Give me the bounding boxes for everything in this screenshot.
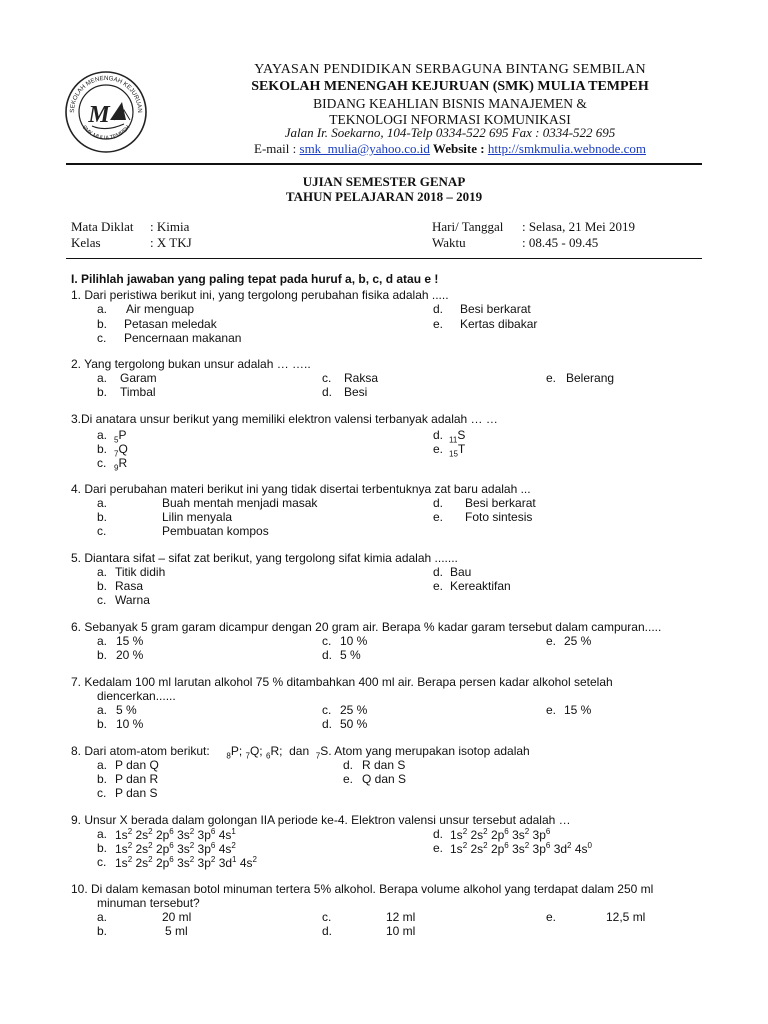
option-letter: a. xyxy=(97,496,108,510)
q7-option-d: 50 % xyxy=(340,717,368,731)
contact-line xyxy=(150,141,750,157)
subject-value: : Kimia xyxy=(150,219,190,234)
foundation-name: YAYASAN PENDIDIKAN SERBAGUNA BINTANG SEMBILAN xyxy=(254,62,646,77)
option-letter: e. xyxy=(433,579,444,593)
option-letter: a. xyxy=(97,758,108,772)
q1-option-b: Petasan meledak xyxy=(124,317,217,331)
option-letter: c. xyxy=(97,456,107,470)
logo-bottom-text: SMK MULIA TEMPEH xyxy=(80,124,132,142)
school-address: Jalan Ir. Soekarno, 104-Telp 0334-522 695 Fax : 0334-522 695 xyxy=(284,125,616,140)
q9-option-b: $1s^2$ $2s^2$ $2p^6$ $3s^2$ $3p^6$ $4s^2$ xyxy=(115,841,236,856)
option-letter: c. xyxy=(322,703,332,717)
q6-option-b: 20 % xyxy=(116,648,144,662)
question-10: 10. Di dalam kemasan botol minuman tertera 5% alkohol. Berapa volume alkohol yang terdapat dalam 250 ml xyxy=(71,882,654,896)
q10-option-a: 20 ml xyxy=(162,910,192,924)
question-8-end: Atom yang merupakan isotop adalah xyxy=(334,744,530,758)
q5-option-b: Rasa xyxy=(115,579,144,593)
option-letter: d. xyxy=(433,496,444,510)
q6-option-a: 15 % xyxy=(116,634,144,648)
question-5: 5. Diantara sifat – sifat zat berikut, yang tergolong sifat kimia adalah ....... xyxy=(71,551,458,565)
question-6: 6. Sebanyak 5 gram garam dicampur dengan 20 gram air. Berapa % kadar garam tersebut dalam campuran..... xyxy=(71,620,662,634)
option-letter: b. xyxy=(97,385,108,399)
q3-option-d: $_{11}$S xyxy=(449,428,466,445)
q7-option-e: 15 % xyxy=(564,703,592,717)
option-letter: d. xyxy=(322,385,333,399)
question-9: 9. Unsur X berada dalam golongan IIA periode ke-4. Elektron valensi unsur tersebut adalah … xyxy=(71,813,571,827)
question-2: 2. Yang tergolong bukan unsur adalah … ….. xyxy=(71,357,311,371)
date-value: : Selasa, 21 Mei 2019 xyxy=(522,219,636,234)
q5-option-d: Bau xyxy=(450,565,472,579)
option-letter: b. xyxy=(97,510,108,524)
email-link[interactable]: smk_mulia@yahoo.co.id xyxy=(299,141,430,156)
q7-option-b: 10 % xyxy=(116,717,144,731)
logo-top-text: SEKOLAH MENENGAH KEJURUAN xyxy=(68,74,144,113)
q8-option-d: R dan S xyxy=(362,758,406,772)
q8-option-c: P dan S xyxy=(115,786,158,800)
department-line-1: BIDANG KEAHLIAN BISNIS MANAJEMEN & xyxy=(313,96,587,111)
question-4: 4. Dari perubahan materi berikut ini yang tidak disertai terbentuknya zat baru adalah ... xyxy=(71,482,531,496)
option-letter: b. xyxy=(97,579,108,593)
q8-option-e: Q dan S xyxy=(362,772,407,786)
q3-option-a: $_5$P xyxy=(114,428,127,445)
option-letter: e. xyxy=(343,772,354,786)
date-label: Hari/ Tanggal xyxy=(432,219,504,234)
q1-option-c: Pencernaan makanan xyxy=(124,331,242,345)
q2-option-b: Timbal xyxy=(120,385,156,399)
school-logo xyxy=(64,70,148,154)
option-letter: d. xyxy=(433,565,444,579)
option-letter: c. xyxy=(322,634,332,648)
q3-option-e: $_{15}$T xyxy=(449,442,466,459)
q1-option-a: Air menguap xyxy=(126,302,195,316)
option-letter: d. xyxy=(433,302,444,316)
q6-option-e: 25 % xyxy=(564,634,592,648)
time-label: Waktu xyxy=(432,235,466,250)
q9-option-e: $1s^2$ $2s^2$ $2p^6$ $3s^2$ $3p^6$ $3d^2$ $4s^0$ xyxy=(450,841,592,856)
option-letter: b. xyxy=(97,648,108,662)
option-letter: d. xyxy=(343,758,354,772)
option-letter: c. xyxy=(97,786,107,800)
option-letter: c. xyxy=(97,331,107,345)
q9-option-a: $1s^2$ $2s^2$ $2p^6$ $3s^2$ $3p^6$ $4s^1$ xyxy=(115,827,236,842)
logo-letter: M xyxy=(88,102,110,128)
option-letter: a. xyxy=(97,910,108,924)
option-letter: c. xyxy=(97,593,107,607)
q5-option-c: Warna xyxy=(115,593,150,607)
option-letter: a. xyxy=(97,302,108,316)
option-letter: a. xyxy=(97,634,108,648)
option-letter: b. xyxy=(97,841,108,855)
q5-option-a: Titik didih xyxy=(115,565,166,579)
website-label: Website : xyxy=(429,141,488,156)
question-8: 8. Dari atom-atom berikut: $_8$P; $_7$Q; $_6$R; dan $_7$S. Atom yang merupakan isotop adalah xyxy=(71,744,530,761)
option-letter: b. xyxy=(97,317,108,331)
question-1: 1. Dari peristiwa berikut ini, yang tergolong perubahan fisika adalah ..... xyxy=(71,288,449,302)
q8-option-a: P dan Q xyxy=(115,758,159,772)
option-letter: a. xyxy=(97,703,108,717)
q3-option-b: $_7$Q xyxy=(114,442,128,459)
section-instruction: I. Pilihlah jawaban yang paling tepat pada huruf a, b, c, d atau e ! xyxy=(71,272,439,286)
option-letter: e. xyxy=(433,841,444,855)
option-letter: e. xyxy=(433,510,444,524)
question-8-start: 8. Dari atom-atom berikut: xyxy=(71,744,210,758)
option-letter: d. xyxy=(433,827,444,841)
option-letter: b. xyxy=(97,442,108,456)
website-link[interactable]: http://smkmulia.webnode.com xyxy=(487,141,646,156)
q9-option-d: $1s^2$ $2s^2$ $2p^6$ $3s^2$ $3p^6$ xyxy=(450,827,551,842)
question-7-continued: diencerkan...... xyxy=(97,689,176,703)
exam-title: UJIAN SEMESTER GENAP xyxy=(302,174,466,189)
q6-option-c: 10 % xyxy=(340,634,368,648)
option-letter: b. xyxy=(97,772,108,786)
time-value: : 08.45 - 09.45 xyxy=(522,235,599,250)
option-letter: d. xyxy=(322,648,333,662)
q10-option-b: 5 ml xyxy=(165,924,188,938)
email-label: E-mail : xyxy=(254,141,300,156)
q7-option-a: 5 % xyxy=(116,703,137,717)
q8-option-b: P dan R xyxy=(115,772,159,786)
option-letter: d. xyxy=(433,428,444,442)
q2-option-e: Belerang xyxy=(566,371,615,385)
option-letter: e. xyxy=(546,371,557,385)
q4-option-a: Buah mentah menjadi masak xyxy=(162,496,318,510)
question-3: 3.Di anatara unsur berikut yang memiliki elektron valensi terbanyak adalah … … xyxy=(71,412,498,426)
q4-option-b: Lilin menyala xyxy=(162,510,233,524)
q2-option-d: Besi xyxy=(344,385,368,399)
option-letter: d. xyxy=(322,924,333,938)
option-letter: a. xyxy=(97,827,108,841)
question-7: 7. Kedalam 100 ml larutan alkohol 75 % ditambahkan 400 ml air. Berapa persen kadar alkohol setelah xyxy=(71,675,613,689)
option-letter: e. xyxy=(433,317,444,331)
q6-option-d: 5 % xyxy=(340,648,361,662)
option-letter: d. xyxy=(322,717,333,731)
class-label: Kelas xyxy=(71,235,101,250)
option-letter: a. xyxy=(97,371,108,385)
q4-option-d: Besi berkarat xyxy=(465,496,536,510)
class-value: : X TKJ xyxy=(150,235,192,250)
exam-year: TAHUN PELAJARAN 2018 – 2019 xyxy=(285,189,483,204)
q10-option-c: 12 ml xyxy=(386,910,416,924)
q1-option-e: Kertas dibakar xyxy=(460,317,538,331)
option-letter: e. xyxy=(546,634,557,648)
question-10-continued: minuman tersebut? xyxy=(97,896,200,910)
subject-label: Mata Diklat xyxy=(71,219,134,234)
q10-option-e: 12,5 ml xyxy=(606,910,646,924)
option-letter: c. xyxy=(322,371,332,385)
option-letter: c. xyxy=(97,855,107,869)
q4-option-c: Pembuatan kompos xyxy=(162,524,269,538)
option-letter: c. xyxy=(97,524,107,538)
school-name: SEKOLAH MENENGAH KEJURUAN (SMK) MULIA TEMPEH xyxy=(251,79,649,94)
option-letter: e. xyxy=(546,703,557,717)
option-letter: a. xyxy=(97,565,108,579)
option-letter: b. xyxy=(97,924,108,938)
option-letter: a. xyxy=(97,428,108,442)
q1-option-d: Besi berkarat xyxy=(460,302,531,316)
option-letter: c. xyxy=(322,910,332,924)
q10-option-d: 10 ml xyxy=(386,924,416,938)
header-divider xyxy=(66,163,702,165)
q9-option-c: $1s^2$ $2s^2$ $2p^6$ $3s^2$ $3p^2$ $3d^1$ $4s^2$ xyxy=(115,855,257,870)
info-divider xyxy=(66,258,702,259)
department-line-2: TEKNOLOGI NFORMASI KOMUNIKASI xyxy=(329,112,571,127)
q3-option-c: $_9$R xyxy=(114,456,128,473)
q4-option-e: Foto sintesis xyxy=(465,510,533,524)
q5-option-e: Kereaktifan xyxy=(450,579,511,593)
q2-option-a: Garam xyxy=(120,371,157,385)
option-letter: b. xyxy=(97,717,108,731)
option-letter: e. xyxy=(433,442,444,456)
option-letter: e. xyxy=(546,910,557,924)
q7-option-c: 25 % xyxy=(340,703,368,717)
q2-option-c: Raksa xyxy=(344,371,379,385)
